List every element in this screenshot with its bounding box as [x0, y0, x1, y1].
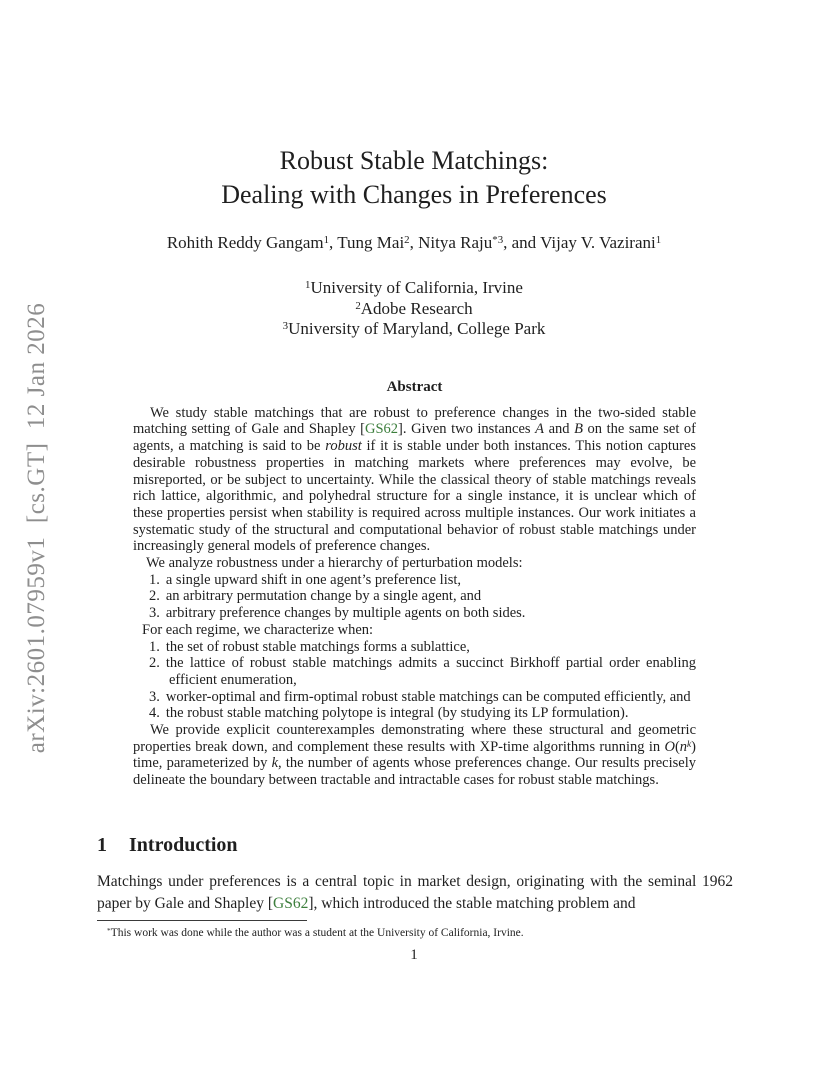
list-number: 1. [149, 571, 160, 588]
paper-title [0, 144, 828, 212]
text-run: Matchings under preferences is a central topic in market design, originating with the seminal 1962 paper by Gale and Shapley [ [97, 873, 733, 912]
text-run: We study stable matchings that are robust to preference changes in the two-sided stable matching setting of Gale and Shapley [ [133, 404, 696, 438]
characterization-item-4: 4. the robust stable matching polytope is integral (by studying its LP formulation). [149, 705, 629, 722]
text-run: and [544, 421, 575, 438]
text-run: ], which introduced the stable matching problem and [308, 894, 636, 912]
text-run: ) time, parameterized by [133, 738, 696, 772]
abstract-paragraph-1 [133, 405, 696, 555]
affiliation-2: $^2$Adobe Research [355, 298, 473, 318]
superscript-italic: k [687, 739, 692, 750]
author-line [0, 233, 828, 253]
list-number: 3. [149, 688, 160, 705]
abstract-paragraph-2 [133, 722, 696, 789]
list-number: 3. [149, 605, 160, 622]
title-line-1: Robust Stable Matchings: [279, 146, 549, 175]
footnote [97, 926, 737, 940]
affiliation-1: $^1$University of California, Irvine [305, 278, 523, 297]
superscript: * [107, 925, 111, 935]
section-heading-introduction [97, 834, 238, 857]
author-1: Rohith Reddy Gangam$^1$ [166, 233, 330, 252]
text-run: ]. Given two instances [398, 421, 536, 438]
italic-text: O [664, 738, 675, 755]
list-number: 1. [149, 638, 160, 655]
intro-paragraph [97, 871, 733, 914]
arxiv-watermark: arXiv:2601.07959v1 [cs.GT] 12 Jan 2026 [23, 302, 50, 754]
italic-text: n [679, 738, 688, 755]
perturbation-model-item-3: 3. arbitrary preference changes by multiple agents on both sides. [149, 605, 526, 622]
author-2-affiliation-mark: 2 [404, 234, 410, 247]
list-number: 2. [149, 655, 160, 672]
title-line-2: Dealing with Changes in Preferences [221, 180, 607, 209]
abstract-section [133, 379, 696, 789]
text-run: on the same set of agents, a matching is said to be [133, 421, 697, 455]
perturbation-model-item-1: 1. a single upward shift in one agent’s preference list, [149, 571, 462, 588]
affiliation-3: $^3$University of Maryland, College Park [282, 319, 546, 338]
abstract-lead-models: We analyze robustness under a hierarchy of perturbation models: [146, 555, 523, 572]
section-number: 1 [97, 834, 107, 856]
author-4: , and Vijay V. Vazirani$^1$ [503, 233, 662, 252]
list-number: 2. [149, 588, 160, 605]
citation-link[interactable]: GS62 [273, 894, 309, 912]
characterization-item-3: 3. worker-optimal and firm-optimal robust stable matchings can be computed efficiently, and [149, 688, 691, 705]
perturbation-model-item-2: 2. an arbitrary permutation change by a single agent, and [149, 588, 482, 605]
text-run: We provide explicit counterexamples demonstrating where these structural and geometric properties break down, and complement these results with XP-time algorithms running in [133, 722, 696, 755]
author-4-affiliation-mark: 1 [655, 234, 662, 247]
list-number: 4. [149, 705, 160, 722]
affiliations [0, 278, 828, 340]
text-run: ( [674, 738, 680, 755]
text-run: if it is stable under both instances. This notion captures desirable robustness properties in matching markets where preferences may evolve, be misreported, or be subject to uncertainty. While the classical theory of stable matchings reveals rich lattice, algorithmic, and polyhedral structure for a single instance, it is unclear which of these properties persist when stability is required across multiple instances. Our work initiates a systematic study of the structural and computational behavior of robust stable matchings under increasingly general models of preference changes. [133, 438, 697, 555]
text-run: , the number of agents whose preferences change. Our results precisely delineate the boundary between tractable and intractable cases for robust stable matchings. [133, 755, 696, 789]
abstract-lead-regimes: For each regime, we characterize when: [142, 621, 374, 638]
italic-text: A [535, 421, 544, 438]
affiliation-1-mark: 1 [305, 279, 311, 292]
citation-link[interactable]: GS62 [365, 421, 399, 438]
italic-text: B [574, 421, 583, 438]
text-run: This work was done while the author was a student at the University of California, Irvine. [110, 927, 524, 939]
author-3-affiliation-mark: *3 [492, 234, 504, 247]
italic-text: robust [325, 438, 362, 455]
author-3: , Nitya Raju$^{*3}$ [409, 233, 504, 252]
affiliation-2-mark: 2 [355, 299, 361, 312]
affiliation-3-mark: 3 [282, 320, 289, 333]
section-title: Introduction [129, 834, 238, 856]
page-number: 1 [410, 947, 418, 963]
footnote-divider [97, 920, 307, 921]
characterization-item-2: 2. the lattice of robust stable matchings admits a succinct Birkhoff partial order enabling efficient enumeration, [149, 655, 696, 688]
italic-text: k [271, 755, 279, 772]
author-2: , Tung Mai$^2$ [329, 233, 410, 252]
author-1-affiliation-mark: 1 [323, 234, 330, 247]
abstract-heading: Abstract [386, 379, 443, 395]
characterization-item-1: 1. the set of robust stable matchings forms a sublattice, [149, 638, 470, 655]
